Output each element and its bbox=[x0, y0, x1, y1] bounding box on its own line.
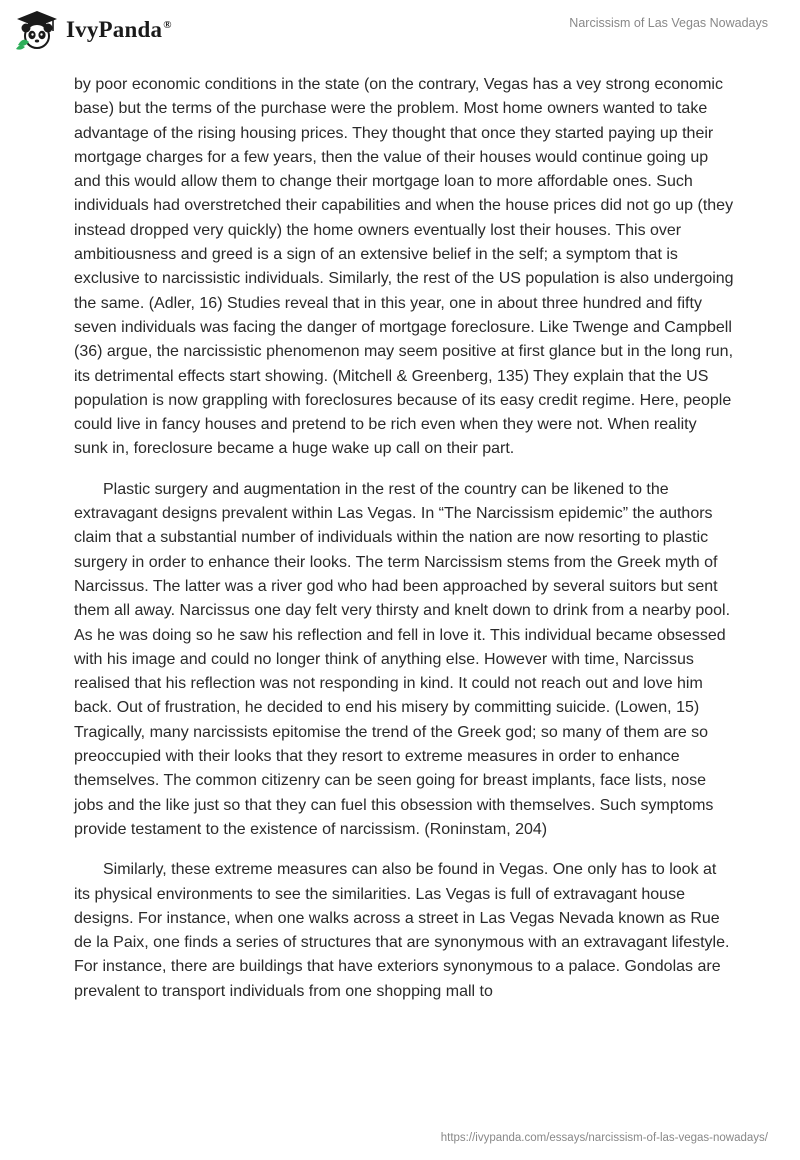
brand-name: IvyPanda® bbox=[66, 17, 172, 42]
essay-body bbox=[74, 73, 734, 1020]
ivypanda-logo[interactable] bbox=[14, 9, 172, 51]
paragraph-continued: by poor economic conditions in the state (on the contrary, Vegas has a vey strong economic base) but the terms of the purchase were the problem. Most home owners wanted to take advantage of the rising housing prices. They thought that once they started paying up their mortgage charges for a few years, then the value of their houses would continue going up and this would allow them to change their mortgage loan to more affordable ones. Such individuals had overstretched their capabilities and when the house prices did not go up (they instead dropped very quickly) the home owners eventually lost their houses. This over ambitiousness and greed is a sign of an extensive belief in the self; a symptom that is exclusive to narcissistic individuals. Similarly, the rest of the US population is also undergoing the same. (Adler, 16) Studies reveal that in this year, one in about three hundred and fifty seven individuals was facing the danger of mortgage foreclosure. Like Twenge and Campbell (36) argue, the narcissistic phenomenon may seem positive at first glance but in the long run, its detrimental effects start showing. (Mitchell & Greenberg, 135) They explain that the US population is now grappling with foreclosures because of its easy credit regime. Here, people could live in fancy houses and pretend to be rich even when they were not. When reality sunk in, foreclosure became a huge wake up call on their part. bbox=[74, 76, 734, 458]
document-title: Narcissism of Las Vegas Nowadays bbox=[569, 16, 768, 30]
page-header bbox=[0, 0, 800, 60]
paragraph-plastic-surgery: Plastic surgery and augmentation in the rest of the country can be likened to the extravagant designs prevalent within Las Vegas. In “The Narcissism epidemic” the authors claim that a substantial number of individuals within the nation are now resorting to plastic surgery in order to enhance their looks. The term Narcissism stems from the Greek myth of Narcissus. The latter was a river god who had been approached by several suitors but sent them all away. Narcissus one day felt very thirsty and knelt down to drink from a nearby pool. As he was doing so he saw his reflection and fell in love it. This individual became obsessed with his image and could no longer think of anything else. However with time, Narcissus realised that his reflection was not responding in kind. It could not reach out and love him back. Out of frustration, he decided to end his misery by committing suicide. (Lowen, 15) Tragically, many narcissists epitomise the trend of the Greek god; so many of them are so preoccupied with their looks that they resort to extreme measures in order to enhance themselves. The common citizenry can be seen going for breast implants, face lists, nose jobs and the like just so that they can fuel this obsession with themselves. Such symptoms provide testament to the existence of narcissism. (Roninstam, 204) bbox=[74, 480, 731, 838]
registered-mark: ® bbox=[163, 19, 172, 32]
source-url[interactable]: https://ivypanda.com/essays/narcissism-of-las-vegas-nowadays/ bbox=[440, 1132, 768, 1144]
paragraph-extreme-measures: Similarly, these extreme measures can also be found in Vegas. One only has to look at its physical environments to see the similarities. Las Vegas is full of extravagant house designs. For instance, when one walks across a street in Las Vegas Nevada known as Rue de la Paix, one finds a series of structures that are synonymous with an extravagant lifestyle. For instance, there are buildings that have exteriors synonymous to a palace. Gondolas are prevalent to transport individuals from one shopping mall to bbox=[74, 861, 730, 1000]
panda-graduate-icon bbox=[14, 9, 60, 51]
